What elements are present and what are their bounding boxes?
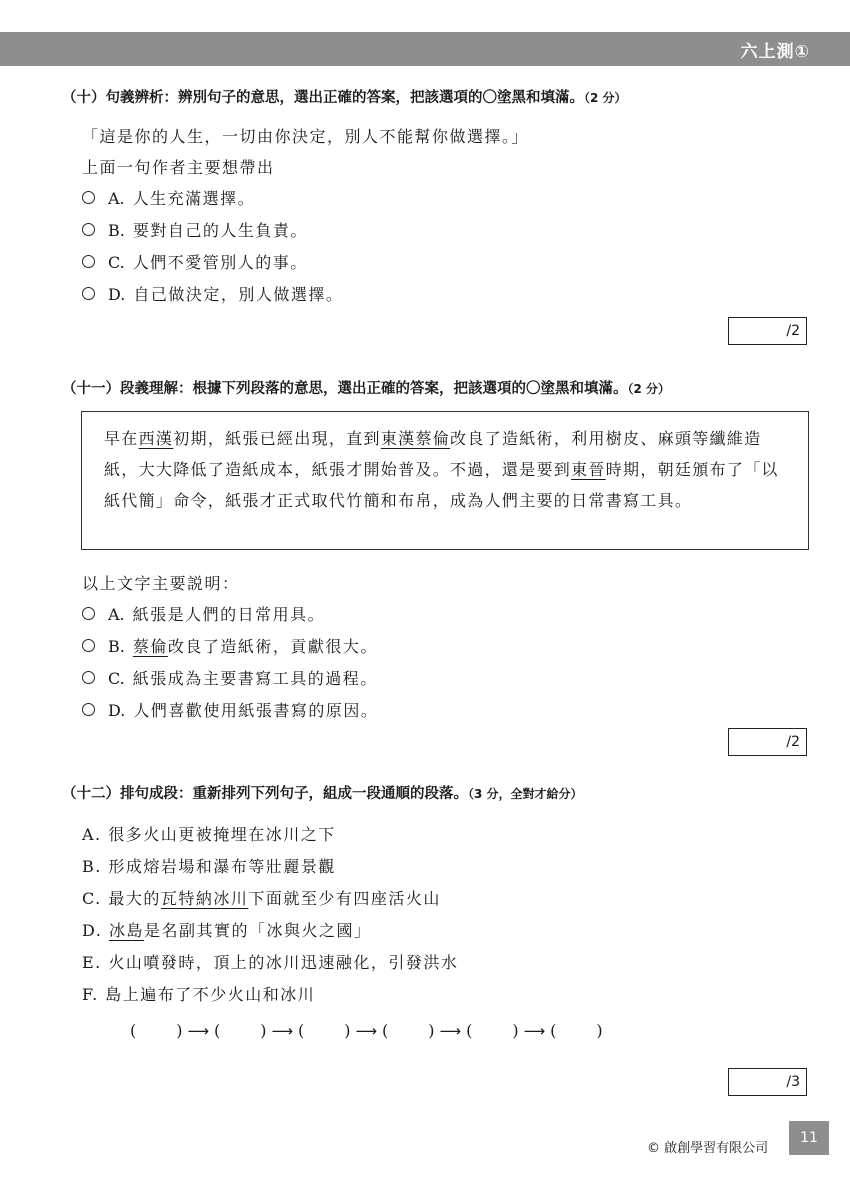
answer-slot-4[interactable]: ( ) bbox=[382, 1021, 435, 1040]
q11-option-b[interactable]: B. 蔡倫改良了造紙術，貢獻很大。 bbox=[82, 634, 378, 657]
proper-noun-iceland: 冰島 bbox=[108, 921, 144, 940]
proper-noun-vatnajokull: 瓦特納冰川 bbox=[160, 889, 249, 908]
q11-points: （2 分） bbox=[627, 382, 671, 396]
arrow-right-icon: ⟶ bbox=[355, 1022, 378, 1040]
q12-sentence-d: D. 冰島是名副其實的「冰與火之國」 bbox=[82, 921, 372, 940]
arrow-right-icon: ⟶ bbox=[271, 1022, 294, 1040]
q11-prompt: 以上文字主要説明： bbox=[82, 574, 240, 593]
proper-noun-cai-lun: 蔡倫 bbox=[415, 429, 451, 448]
q10-quote: 「這是你的人生，一切由你決定，別人不能幫你做選擇。」 bbox=[82, 127, 530, 146]
answer-bubble-icon[interactable] bbox=[82, 671, 95, 684]
answer-bubble-icon[interactable] bbox=[82, 223, 95, 236]
q12-score-total: /3 bbox=[786, 1074, 800, 1090]
q12-answer-sequence bbox=[130, 1021, 603, 1040]
q12-sentence-b: B. 形成熔岩場和瀑布等壯麗景觀 bbox=[82, 857, 336, 876]
answer-bubble-icon[interactable] bbox=[82, 607, 95, 620]
answer-bubble-icon[interactable] bbox=[82, 287, 95, 300]
answer-bubble-icon[interactable] bbox=[82, 191, 95, 204]
arrow-right-icon: ⟶ bbox=[439, 1022, 462, 1040]
q12-heading bbox=[62, 782, 583, 803]
q11-option-d[interactable]: D. 人們喜歡使用紙張書寫的原因。 bbox=[82, 698, 378, 721]
q10-option-d[interactable]: D. 自己做決定，別人做選擇。 bbox=[82, 282, 343, 305]
q10-score-box[interactable] bbox=[728, 317, 807, 345]
q11-heading bbox=[62, 377, 670, 398]
test-tag: 六上測① bbox=[740, 42, 810, 62]
q12-sentence-e: E. 火山噴發時，頂上的冰川迅速融化，引發洪水 bbox=[82, 953, 459, 972]
proper-noun-western-han: 西漢 bbox=[138, 429, 174, 448]
answer-slot-6[interactable]: ( ) bbox=[550, 1021, 603, 1040]
q10-prompt: 上面一句作者主要想帶出 bbox=[82, 158, 275, 177]
arrow-right-icon: ⟶ bbox=[523, 1022, 546, 1040]
answer-slot-3[interactable]: ( ) bbox=[298, 1021, 351, 1040]
copyright: © 啟創學習有限公司 bbox=[647, 1141, 769, 1156]
q12-sentence-c: C. 最大的瓦特納冰川下面就至少有四座活火山 bbox=[82, 889, 441, 908]
q11-score-box[interactable] bbox=[728, 728, 807, 756]
q12-score-box[interactable] bbox=[728, 1068, 807, 1096]
answer-bubble-icon[interactable] bbox=[82, 639, 95, 652]
page-number: 11 bbox=[789, 1121, 829, 1155]
q11-heading-text: （十一）段義理解：根據下列段落的意思，選出正確的答案，把該選項的〇塗黑和填滿。 bbox=[62, 381, 628, 397]
answer-bubble-icon[interactable] bbox=[82, 703, 95, 716]
q10-heading-text: （十）句義辨析：辨別句子的意思，選出正確的答案，把該選項的〇塗黑和填滿。 bbox=[62, 90, 584, 106]
q11-score-total: /2 bbox=[786, 734, 800, 750]
proper-noun-eastern-han: 東漢 bbox=[380, 429, 416, 448]
proper-noun-cai-lun: 蔡倫 bbox=[132, 637, 168, 656]
q12-sentence-f: F. 島上遍布了不少火山和冰川 bbox=[82, 985, 316, 1004]
answer-slot-5[interactable]: ( ) bbox=[466, 1021, 519, 1040]
q10-heading bbox=[62, 86, 627, 107]
header-bar bbox=[0, 32, 850, 66]
q12-heading-text: （十二）排句成段：重新排列下列句子，組成一段通順的段落。 bbox=[62, 786, 468, 802]
q10-option-c[interactable]: C. 人們不愛管別人的事。 bbox=[82, 250, 308, 273]
arrow-right-icon: ⟶ bbox=[187, 1022, 210, 1040]
answer-slot-2[interactable]: ( ) bbox=[214, 1021, 267, 1040]
q12-sentence-a: A. 很多火山更被掩埋在冰川之下 bbox=[82, 825, 336, 844]
q11-option-a[interactable]: A. 紙張是人們的日常用具。 bbox=[82, 602, 325, 625]
answer-bubble-icon[interactable] bbox=[82, 255, 95, 268]
q10-points: （2 分） bbox=[584, 91, 627, 105]
q10-score-total: /2 bbox=[786, 323, 800, 339]
proper-noun-eastern-jin: 東晉 bbox=[571, 460, 606, 479]
q11-option-c[interactable]: C. 紙張成為主要書寫工具的過程。 bbox=[82, 666, 378, 689]
q11-passage: 早在西漢初期，紙張已經出現，直到東漢蔡倫改良了造紙術，利用樹皮、麻頭等纖維造紙，大大降低了造紙成本，紙張才開始普及。不過，還是要到東晉時期，朝廷頒布了「以紙代簡」命令，紙張才正式取代竹簡和布帛，成為人們主要的日常書寫工具。 bbox=[81, 411, 809, 550]
answer-slot-1[interactable]: ( ) bbox=[130, 1021, 183, 1040]
q10-option-a[interactable]: A. 人生充滿選擇。 bbox=[82, 186, 255, 209]
q10-option-b[interactable]: B. 要對自己的人生負責。 bbox=[82, 218, 308, 241]
q12-points: （3 分，全對才給分） bbox=[468, 787, 583, 801]
